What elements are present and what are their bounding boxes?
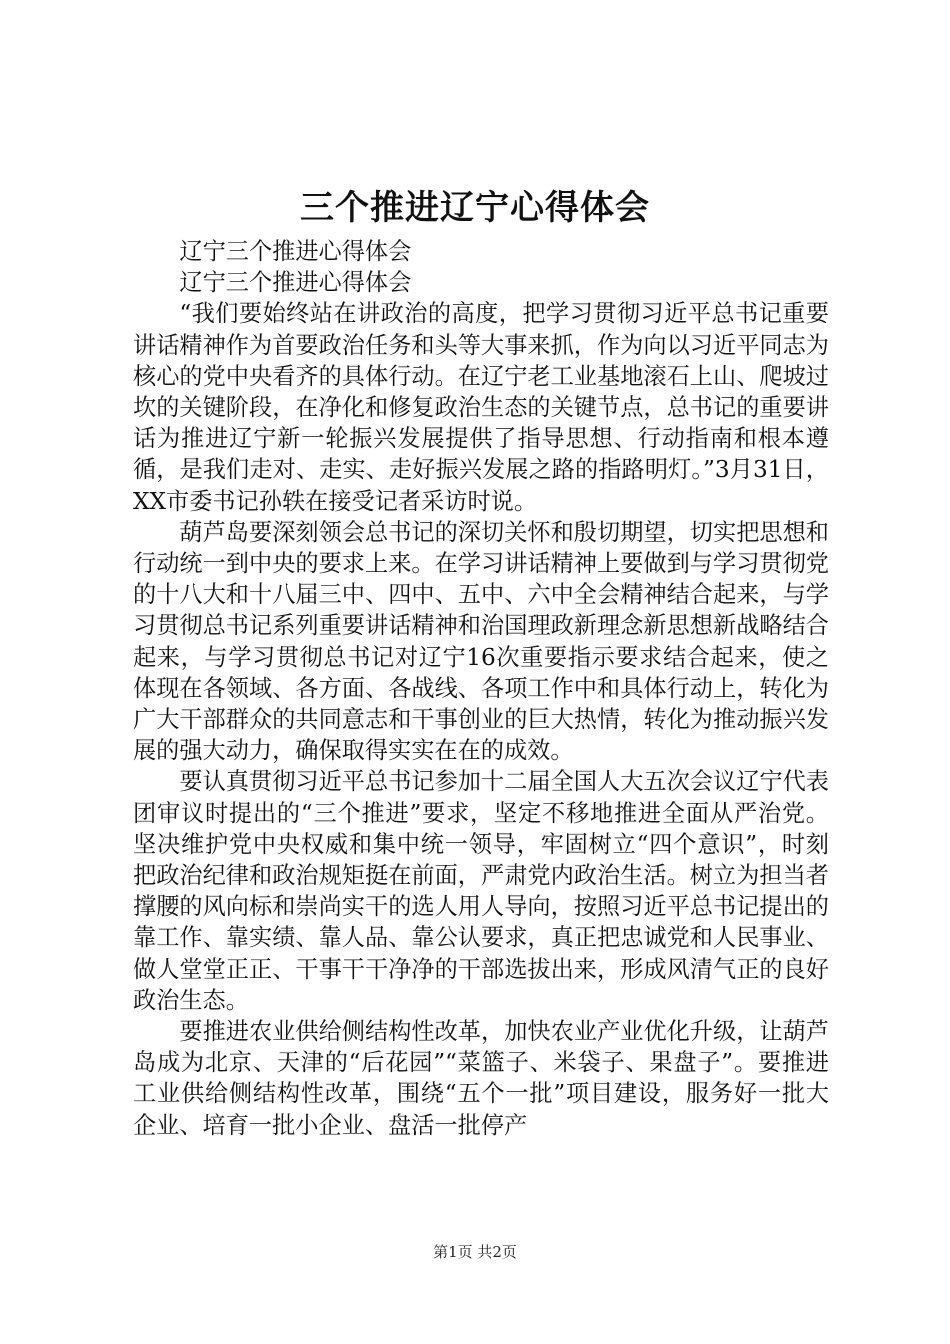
body-paragraph: 要认真贯彻习近平总书记参加十二届全国人大五次会议辽宁代表团审议时提出的“三个推进”要求，坚定不移地推进全面从严治党。坚决维护党中央权威和集中统一领导，牢固树立“四个意识”，时刻把政治纪律和政治规矩挺在前面，严肃党内政治生活。树立为担当者撑腰的风向标和崇尚实干的选人用人导向，按照习近平总书记提出的靠工作、靠实绩、靠人品、靠公认要求，真正把忠诚党和人民事业、做人堂堂正正、干事干干净净的干部选拔出来，形成风清气正的良好政治生态。	[133, 768, 829, 1014]
body-paragraph: “我们要始终站在讲政治的高度，把学习贯彻习近平总书记重要讲话精神作为首要政治任务和头等大事来抓，作为向以习近平同志为核心的党中央看齐的具体行动。在辽宁老工业基地滚石上山、爬坡过坎的关键阶段，在净化和修复政治生态的关键节点，总书记的重要讲话为推进辽宁新一轮振兴发展提供了指导思想、行动指南和根本遵循，是我们走对、走实、走好振兴发展之路的指路明灯。”3月31日，XX市委书记孙轶在接受记者采访时说。	[133, 300, 829, 515]
document-title: 三个推进辽宁心得体会	[300, 188, 650, 228]
document-body	[133, 236, 829, 1141]
subtitle-line: 辽宁三个推进心得体会	[179, 269, 412, 297]
body-paragraph: 要推进农业供给侧结构性改革，加快农业产业优化升级，让葫芦岛成为北京、天津的“后花园”“菜篮子、米袋子、果盘子”。要推进工业供给侧结构性改革，围绕“五个一批”项目建设，服务好一批大企业、培育一批小企业、盘活一批停产	[133, 1018, 829, 1139]
page-footer: 第1页 共2页	[433, 1243, 517, 1261]
body-paragraph: 葫芦岛要深刻领会总书记的深切关怀和殷切期望，切实把思想和行动统一到中央的要求上来。在学习讲话精神上要做到与学习贯彻党的十八大和十八届三中、四中、五中、六中全会精神结合起来，与学习贯彻总书记系列重要讲话精神和治国理政新理念新思想新战略结合起来，与学习贯彻总书记对辽宁16次重要指示要求结合起来，使之体现在各领域、各方面、各战线、各项工作中和具体行动上，转化为广大干部群众的共同意志和干事创业的巨大热情，转化为推动振兴发展的强大动力，确保取得实实在在的成效。	[133, 518, 829, 765]
subtitle-line: 辽宁三个推进心得体会	[179, 238, 412, 265]
